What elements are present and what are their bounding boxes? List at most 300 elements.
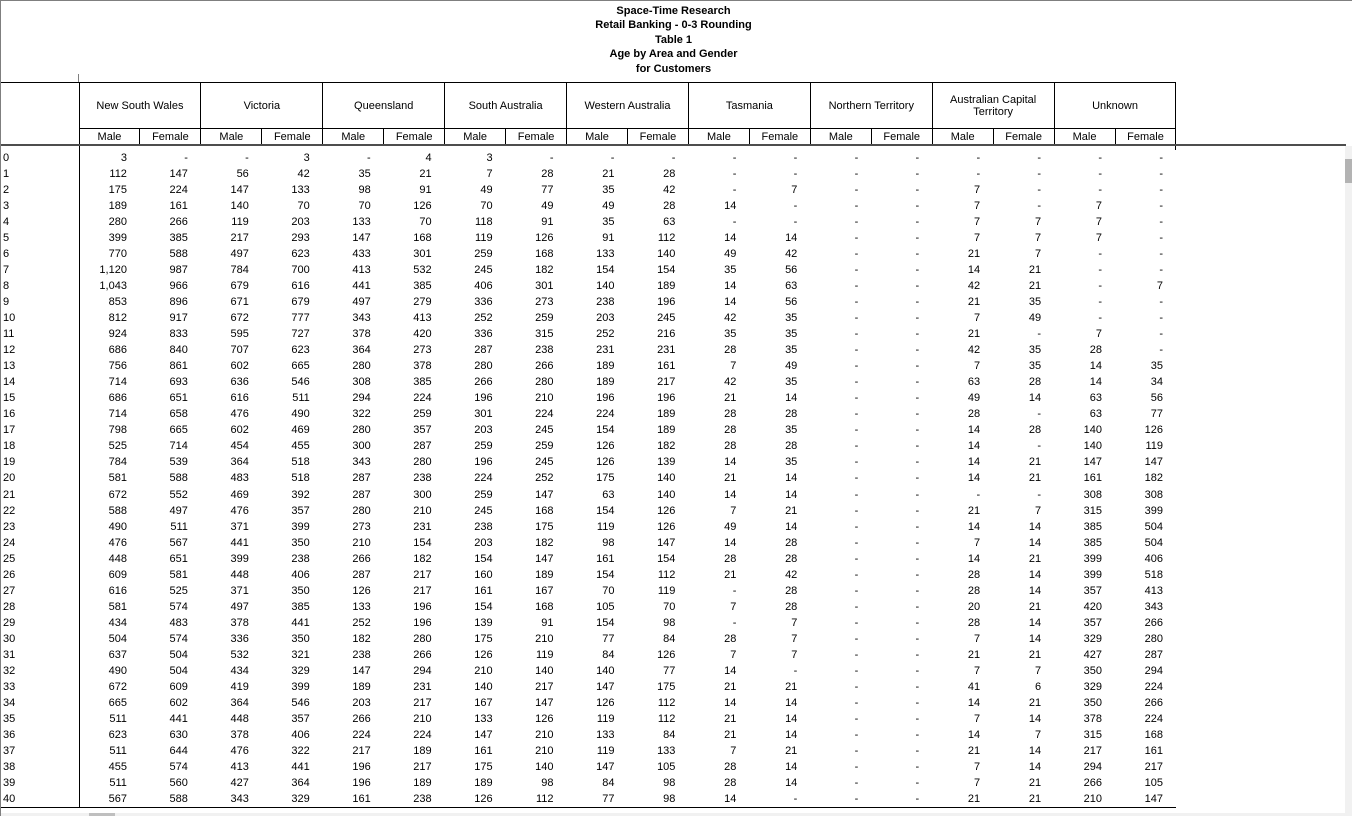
data-cell: 35 [358,167,371,180]
data-cell: 300 [413,488,432,501]
data-cell: - [854,777,859,790]
data-cell: 357 [291,713,310,726]
data-cell: 7 [974,215,981,228]
data-cell: 7 [974,360,981,373]
data-cell: 119 [657,584,676,597]
data-cell: 175 [474,761,493,774]
table-row [1,342,1176,358]
data-cell: - [854,279,859,292]
data-cell: 448 [108,552,127,565]
data-cell: 329 [1083,681,1103,694]
data-cell: 217 [413,761,432,774]
data-cell: 98 [358,183,371,196]
data-cell: 189 [474,777,493,790]
data-cell: 161 [169,199,188,212]
data-cell: 917 [169,311,188,324]
data-cell: 140 [1083,424,1103,437]
data-cell: 259 [474,488,493,501]
data-cell: 105 [596,600,615,613]
data-cell: 280 [535,376,554,389]
data-cell: 399 [291,520,310,533]
data-cell: 63 [602,488,615,501]
age-row-label: 23 [1,519,79,535]
table-row [1,727,1176,743]
gender-sub-header: Male [688,129,749,145]
data-cell: 154 [474,600,493,613]
data-cell: - [915,745,920,758]
data-cell: 433 [352,247,371,260]
data-cell: 35 [724,328,737,341]
data-cell: - [1098,311,1103,324]
data-cell: - [854,392,859,405]
vertical-scrollbar-thumb[interactable] [1345,159,1352,183]
data-cell: 14 [785,713,798,726]
data-cell: 28 [1028,376,1042,389]
data-cell: 35 [1028,360,1042,373]
data-cell: 357 [413,424,432,437]
data-cell: 63 [663,215,676,228]
data-cell: 203 [352,697,371,710]
data-cell: 28 [724,761,737,774]
data-cell: 357 [1083,616,1103,629]
data-cell: 175 [596,472,615,485]
age-row-label: 7 [1,262,79,278]
data-cell: 35 [724,263,737,276]
data-cell: 231 [413,520,432,533]
data-cell: 77 [663,665,676,678]
data-cell: 147 [535,552,554,565]
table-row [1,150,1176,166]
data-cell: 126 [474,793,493,806]
data-cell: 294 [1083,761,1103,774]
data-cell: - [854,648,859,661]
gender-sub-header: Female [749,129,810,145]
gender-sub-header: Female [140,129,201,145]
data-cell: 21 [1028,777,1042,790]
data-cell: 140 [1083,440,1103,453]
data-cell: 126 [535,713,554,726]
data-cell: 147 [352,231,371,244]
data-cell: 273 [535,295,554,308]
data-cell: 147 [474,729,493,742]
data-cell: 490 [291,408,310,421]
data-cell: 77 [602,632,615,645]
data-cell: - [915,520,920,533]
table-row [1,486,1176,502]
data-cell: 4 [425,151,432,164]
data-cell: 14 [1028,632,1042,645]
data-cell: 574 [169,600,188,613]
data-cell: 21 [1028,279,1042,292]
data-cell: 266 [474,376,493,389]
data-cell: 602 [230,424,249,437]
data-cell: 616 [291,279,310,292]
data-cell: 147 [352,665,371,678]
data-cell: 1,120 [99,263,127,276]
age-row-label: 21 [1,486,79,502]
data-cell: 441 [352,279,371,292]
data-cell: 224 [352,729,371,742]
data-cell: 441 [230,536,249,549]
data-cell: 42 [967,279,981,292]
table-row [1,278,1176,294]
data-cell: 532 [230,648,249,661]
data-cell: 7 [974,665,981,678]
data-cell: 28 [967,616,981,629]
data-cell: 216 [657,328,676,341]
data-cell: 168 [413,231,432,244]
data-cell: 42 [785,247,798,260]
data-cell: 798 [108,424,127,437]
data-cell: - [854,167,859,180]
data-cell: 7 [1034,729,1042,742]
data-cell: - [732,151,737,164]
data-cell: 105 [657,761,676,774]
data-cell: - [1098,167,1103,180]
data-cell: 28 [785,584,798,597]
data-cell: - [915,328,920,341]
data-cell: 3 [486,151,493,164]
data-cell: - [854,568,859,581]
data-cell: 14 [785,488,798,501]
data-cell: 21 [785,681,798,694]
data-cell: 287 [474,344,493,357]
data-cell: 350 [291,584,310,597]
data-cell: 455 [108,761,127,774]
data-cell: 70 [480,199,493,212]
data-cell: 28 [724,424,737,437]
data-cell: 385 [291,600,310,613]
table-row [1,503,1176,519]
data-cell: 161 [596,552,615,565]
data-cell: 812 [108,311,127,324]
data-cell: 14 [785,520,798,533]
data-cell: 84 [663,729,676,742]
data-cell: 966 [169,279,188,292]
data-cell: 385 [1083,536,1103,549]
data-cell: 238 [413,472,432,485]
data-cell: 91 [419,183,432,196]
data-cell: 70 [602,584,615,597]
age-row-label: 38 [1,759,79,775]
data-cell: 406 [291,568,310,581]
data-cell: - [976,488,981,501]
data-cell: 343 [230,793,249,806]
data-cell: 266 [535,360,554,373]
data-cell: 42 [724,311,737,324]
data-cell: 266 [169,215,188,228]
data-cell: 378 [352,328,371,341]
data-cell: 189 [657,424,676,437]
data-cell: - [915,263,920,276]
data-cell: 168 [535,504,554,517]
table-row [1,679,1176,695]
data-cell: 350 [1083,665,1103,678]
gender-sub-header: Male [567,129,628,145]
data-cell: 490 [108,520,127,533]
data-cell: 224 [474,472,493,485]
gender-sub-header: Female [871,129,932,145]
data-cell: 14 [967,472,981,485]
data-cell: 49 [541,199,554,212]
data-cell: 6 [1034,681,1042,694]
data-cell: 427 [230,777,249,790]
report-title-block [1,4,1346,76]
data-cell: 602 [169,697,188,710]
data-cell: 126 [596,456,615,469]
data-cell: 14 [1028,520,1042,533]
data-cell: 35 [602,183,615,196]
age-row-label: 24 [1,535,79,551]
data-cell: 336 [474,295,493,308]
data-cell: - [854,344,859,357]
data-cell: - [1098,295,1103,308]
data-cell: 14 [1028,713,1042,726]
data-cell: 105 [1144,777,1163,790]
data-cell: 7 [1034,247,1042,260]
vertical-scrollbar[interactable] [1345,146,1352,816]
data-cell: 49 [724,247,737,260]
data-cell: 279 [413,295,432,308]
data-cell: 112 [657,713,676,726]
data-cell: 140 [596,665,615,678]
data-cell: 497 [230,247,249,260]
data-cell: 280 [108,215,127,228]
data-cell: 14 [967,552,981,565]
data-cell: 14 [967,697,981,710]
data-cell: 14 [1028,568,1042,581]
data-cell: 14 [1089,360,1103,373]
data-cell: - [671,151,676,164]
data-cell: 49 [785,360,798,373]
data-cell: - [854,311,859,324]
data-cell: 14 [1028,616,1042,629]
data-cell: 518 [291,456,310,469]
data-cell: 168 [535,600,554,613]
data-cell: 238 [596,295,615,308]
table-row [1,438,1176,454]
data-cell: 203 [596,311,615,324]
data-cell: 28 [1089,344,1103,357]
column-group-header: Queensland [323,83,445,129]
data-cell: 133 [291,183,310,196]
data-cell: 434 [108,616,127,629]
data-cell: 126 [657,504,676,517]
data-cell: 14 [785,231,798,244]
age-row-label: 10 [1,310,79,326]
data-cell: 511 [170,520,188,533]
table-row [1,230,1176,246]
data-cell: - [854,552,859,565]
data-cell: 147 [1144,456,1163,469]
data-cell: 238 [291,552,310,565]
data-cell: 21 [724,392,737,405]
data-cell: 182 [535,536,554,549]
data-cell: 28 [724,552,737,565]
data-cell: 560 [169,777,188,790]
title-line-org: Space-Time Research [616,5,731,17]
data-cell: 139 [657,456,676,469]
data-cell: 378 [1083,713,1103,726]
data-cell: 217 [352,745,371,758]
data-cell: 294 [413,665,432,678]
data-cell: - [915,536,920,549]
gender-sub-header: Male [79,129,140,145]
data-cell: 154 [657,552,676,565]
age-row-label: 1 [1,166,79,182]
data-cell: 224 [596,408,615,421]
gender-sub-header: Female [993,129,1054,145]
table-row [1,390,1176,406]
data-cell: 56 [785,263,798,276]
data-cell: 147 [535,488,554,501]
data-cell: 147 [1144,793,1163,806]
data-cell: 14 [724,456,737,469]
data-cell: 196 [657,295,676,308]
data-cell: 644 [169,745,188,758]
gender-sub-header: Female [627,129,688,145]
data-cell: 34 [1150,376,1163,389]
title-line-dimensions: Age by Area and Gender [609,48,738,61]
data-cell: 112 [657,231,676,244]
data-cell: 210 [535,392,554,405]
data-cell: 126 [1144,424,1163,437]
data-cell: 35 [1028,344,1042,357]
data-cell: 217 [413,697,432,710]
data-cell: 245 [474,263,493,276]
table-row [1,454,1176,470]
data-cell: - [915,456,920,469]
data-cell: 217 [1083,745,1103,758]
data-cell: 49 [1028,311,1042,324]
data-cell: 7 [974,199,981,212]
data-cell: 28 [663,167,676,180]
data-cell: - [1159,247,1163,260]
data-cell: 14 [967,263,981,276]
data-cell: 329 [291,665,310,678]
data-cell: 14 [785,697,798,710]
data-cell: 28 [967,584,981,597]
table-row [1,326,1176,342]
data-cell: 28 [724,777,737,790]
data-cell: 126 [657,648,676,661]
data-cell: 469 [230,488,249,501]
data-cell: 413 [413,311,432,324]
data-cell: 217 [413,584,432,597]
data-cell: 266 [1144,697,1163,710]
age-row-label: 19 [1,454,79,470]
age-row-label: 34 [1,695,79,711]
data-cell: 189 [535,568,554,581]
data-cell: 140 [657,247,676,260]
table-row [1,198,1176,214]
data-cell: 637 [108,648,127,661]
data-cell: 224 [535,408,554,421]
data-cell: 14 [785,392,798,405]
data-cell: 98 [663,616,676,629]
age-row-label: 33 [1,679,79,695]
data-cell: - [732,616,737,629]
data-cell: 42 [785,568,798,581]
data-cell: 203 [474,536,493,549]
data-cell: 175 [657,681,676,694]
data-cell: 119 [535,648,554,661]
data-cell: - [915,616,920,629]
data-cell: 140 [230,199,249,212]
data-cell: 266 [352,713,371,726]
data-cell: 364 [230,697,249,710]
data-cell: 14 [1028,536,1042,549]
data-cell: - [1159,344,1163,357]
data-cell: 14 [785,761,798,774]
data-cell: - [854,729,859,742]
data-cell: 3 [120,151,127,164]
data-cell: 7 [1095,215,1103,228]
age-row-label: 40 [1,791,79,807]
data-cell: - [915,472,920,485]
data-cell: - [915,344,920,357]
data-cell: 189 [657,408,676,421]
data-cell: 203 [474,424,493,437]
age-row-label: 11 [1,326,79,342]
data-cell: 168 [1144,729,1163,742]
data-cell: 357 [291,504,310,517]
data-cell: 552 [169,488,188,501]
data-cell: 14 [1028,584,1042,597]
data-cell: 28 [785,408,798,421]
data-cell: - [793,793,798,806]
data-cell: 161 [657,360,676,373]
data-cell: 196 [413,600,432,613]
data-cell: 98 [663,793,676,806]
data-cell: - [854,376,859,389]
data-cell: 210 [1083,793,1103,806]
data-cell: 126 [474,648,493,661]
table-row [1,294,1176,310]
data-cell: 189 [352,681,371,694]
age-row-label: 37 [1,743,79,759]
data-cell: - [854,440,859,453]
data-cell: 7 [730,648,737,661]
data-cell: 406 [291,729,310,742]
data-cell: 280 [413,456,432,469]
data-cell: 210 [413,504,432,517]
gender-sub-header: Female [1115,129,1176,145]
table-row [1,631,1176,647]
data-cell: 28 [724,344,737,357]
data-cell: 14 [724,199,737,212]
data-cell: 14 [967,520,981,533]
data-cell: 280 [474,360,493,373]
table-row [1,166,1176,182]
data-cell: 343 [352,456,371,469]
data-cell: 623 [291,247,310,260]
data-cell: 126 [413,199,432,212]
data-cell: - [915,231,920,244]
data-cell: 343 [1144,600,1163,613]
data-cell: 364 [291,777,310,790]
data-cell: 245 [657,311,676,324]
data-cell: 581 [169,568,188,581]
data-cell: 21 [1028,793,1042,806]
table-row [1,262,1176,278]
data-cell: 546 [291,376,310,389]
data-cell: 28 [724,408,737,421]
data-cell: 154 [596,504,615,517]
data-cell: 189 [108,199,127,212]
data-cell: - [854,295,859,308]
data-cell: - [1037,488,1042,501]
